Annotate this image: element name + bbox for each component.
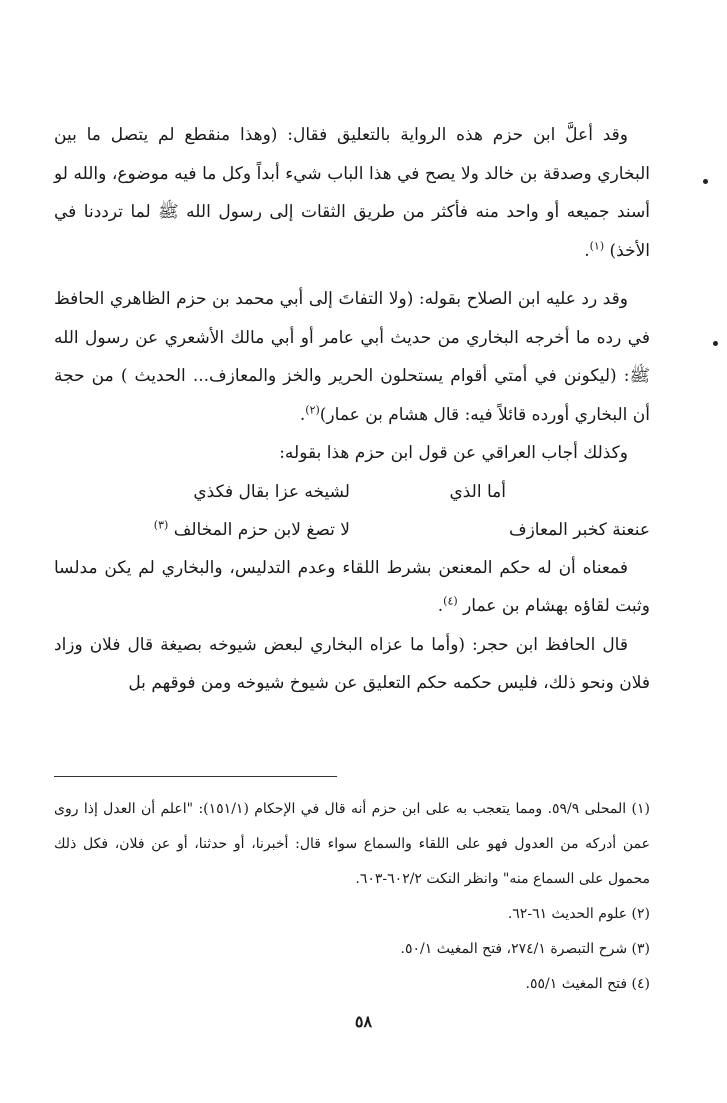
verse-hemistich	[100, 511, 350, 549]
verse-hemistich: أما الذي	[449, 481, 506, 502]
verse-hemistich: عنعنة كخبر المعازف	[508, 519, 650, 540]
footnote-ref: (٤)	[443, 594, 458, 608]
paragraph-3-text: وكذلك أجاب العراقي عن قول ابن حزم هذا بقوله:	[279, 443, 628, 463]
paragraph-2-text: وقد رد عليه ابن الصلاح بقوله: (ولا التفاتَ إلى أبي محمد بن حزم الظاهري الحافظ في رده ما أخرجه البخاري من حديث أبي عامر أو أبي مالك الأشعري عن رسول الله ﷺ: (ليكونن في أمتي أقوام يستحلون الحرير والخز والمعازف... الحديث ) من حجة أن البخاري أورده قائلاً فيه: قال هشام بن عمار)	[54, 289, 650, 425]
verse-hemistich: لشيخه عزا بقال فكذي	[193, 481, 350, 502]
footnote-3: (٣) شرح التبصرة ٢٧٤/١، فتح المغيث ٥٠/١.	[400, 941, 650, 957]
footnote-1: (١) المحلى ٥٩/٩. ومما يتعجب به على ابن حزم أنه قال في الإحكام (١٥١/١): "اعلم أن العدل إذا روى عمن أدركه من العدول فهو على اللقاء والسماع سواء قال: أخبرنا، أو حدثنا، أو عن فلان، فكل ذلك محمول على السماع منه" وانظر النكت ٦٠٢/٢-٦٠٣.	[54, 801, 650, 887]
footnotes	[54, 792, 650, 1002]
verse-text: لا تصغ لابن حزم المخالف	[173, 519, 350, 540]
footnote-ref: (١)	[589, 238, 605, 252]
paragraph-4-text: فمعناه أن له حكم المعنعن بشرط اللقاء وعدم التدليس، والبخاري لم يكن مدلسا وثبت لقاؤه بهشام بن عمار	[54, 557, 650, 616]
punctuation: .	[299, 404, 306, 425]
footnote-4: (٤) فتح المغيث ٥٥/١.	[525, 976, 650, 992]
paragraph-4	[54, 549, 650, 626]
margin-mark	[703, 179, 708, 184]
paragraph-5	[54, 626, 650, 703]
footnote-separator	[54, 776, 337, 777]
footnote-2: (٢) علوم الحديث ٦١-٦٢.	[507, 906, 650, 922]
footnote-ref: (٣)	[153, 517, 169, 531]
verse-line-2	[54, 511, 650, 549]
paragraph-5-text: قال الحافظ ابن حجر: (وأما ما عزاه البخاري لبعض شيوخه بصيغة قال فلان وزاد فلان ونحو ذلك، فليس حكمه حكم التعليق عن شيوخ شيوخه ومن فوقهم بل	[54, 634, 650, 693]
paragraph-1	[54, 116, 650, 270]
punctuation: .	[437, 596, 444, 616]
punctuation: .	[584, 240, 590, 261]
paragraph-2	[54, 280, 650, 434]
page-number: ٥٨	[354, 1012, 373, 1031]
paragraph-3	[54, 434, 650, 473]
main-text	[54, 116, 650, 703]
verse-line-1	[54, 473, 650, 511]
paragraph-1-text: وقد أعلَّ ابن حزم هذه الرواية بالتعليق فقال: (وهذا منقطع لم يتصل ما بين البخاري وصدقة بن خالد ولا يصح في هذا الباب شيء أبداً وكل ما فيه موضوع، والله لو أسند جميعه أو واحد منه فأكثر من طريق الثقات إلى رسول الله ﷺ لما ترددنا في الأخذ)	[54, 125, 650, 261]
margin-mark	[713, 341, 718, 346]
footnote-ref: (٢)	[305, 402, 320, 416]
